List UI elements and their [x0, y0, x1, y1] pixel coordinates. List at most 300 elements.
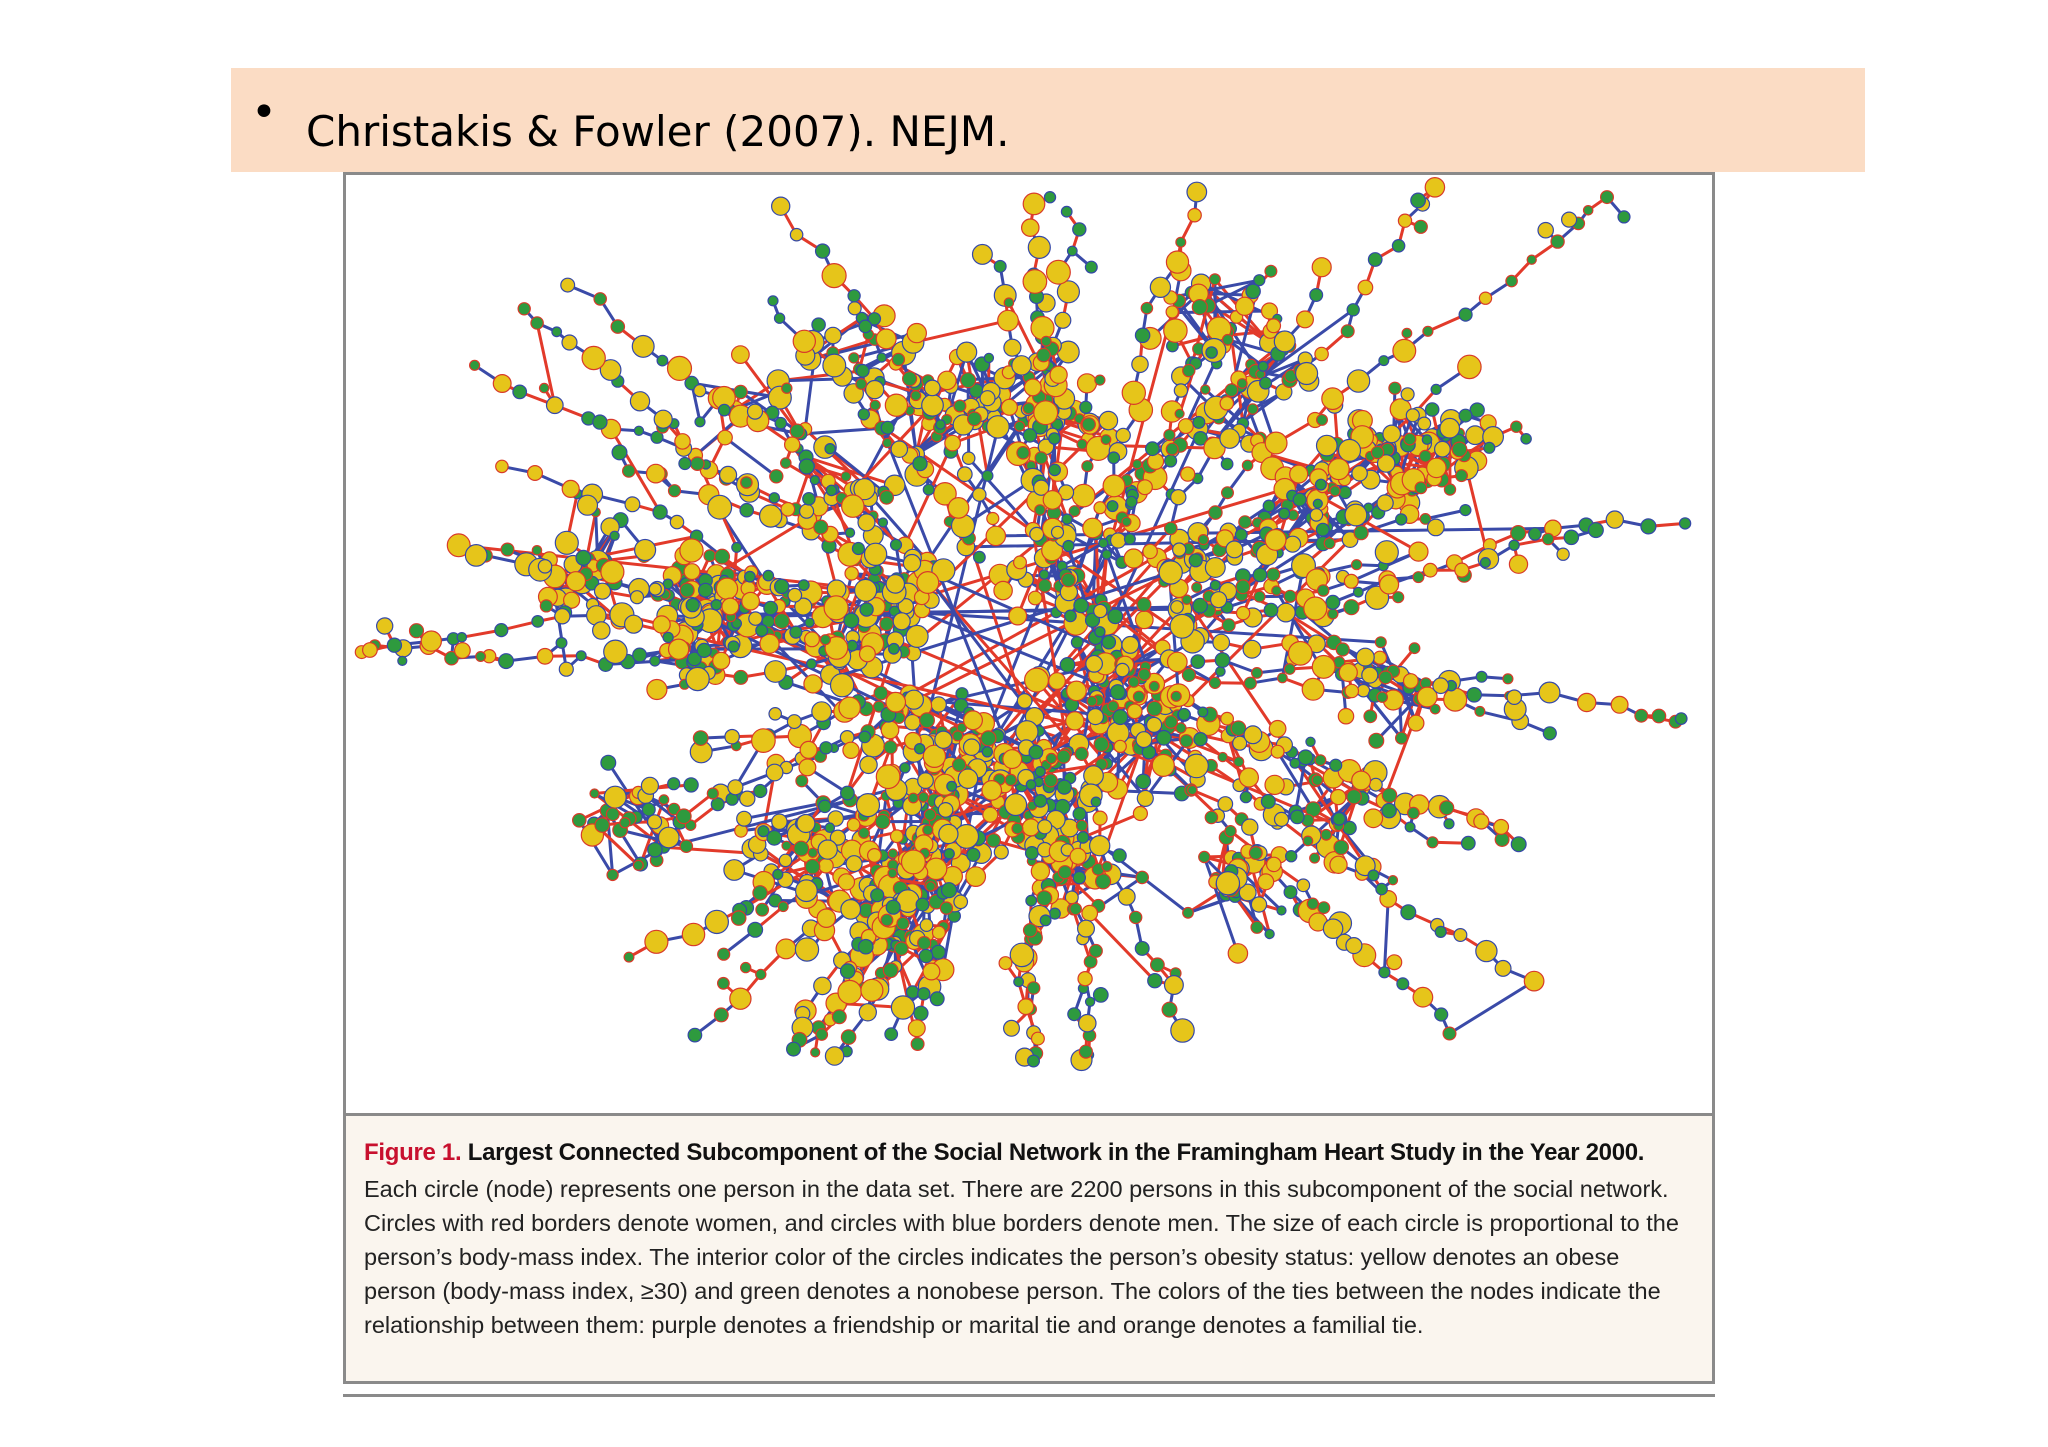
- network-node: [1166, 251, 1188, 273]
- network-node: [1082, 418, 1095, 431]
- network-node: [1459, 409, 1472, 422]
- network-node: [1506, 275, 1517, 286]
- network-node: [1079, 1045, 1092, 1058]
- network-node: [1122, 637, 1139, 654]
- network-node: [1362, 667, 1378, 683]
- network-node: [1082, 905, 1098, 921]
- network-node: [841, 1030, 855, 1044]
- network-node: [612, 445, 627, 460]
- network-node: [1180, 735, 1193, 748]
- network-node: [904, 690, 923, 709]
- network-node: [1408, 807, 1420, 819]
- network-node: [556, 638, 567, 649]
- network-node: [1133, 807, 1147, 821]
- network-node: [847, 640, 858, 651]
- network-node: [849, 353, 859, 363]
- network-node: [691, 457, 704, 470]
- network-node: [1414, 220, 1427, 233]
- network-node: [825, 823, 834, 832]
- network-node: [1424, 563, 1438, 577]
- network-node: [720, 466, 737, 483]
- network-node: [1313, 499, 1322, 508]
- network-node: [1082, 461, 1093, 472]
- figure-frame: [343, 172, 1715, 1384]
- network-node: [843, 742, 859, 758]
- network-node: [1078, 920, 1095, 937]
- network-node: [1618, 211, 1630, 223]
- network-node: [1316, 479, 1327, 490]
- network-node: [820, 742, 832, 754]
- network-node: [1396, 732, 1408, 744]
- network-node: [1044, 192, 1055, 203]
- network-node: [1405, 822, 1415, 832]
- network-node: [1026, 780, 1036, 790]
- network-node: [1274, 331, 1295, 352]
- network-node: [911, 391, 921, 401]
- network-node: [931, 697, 946, 712]
- network-node: [832, 1010, 846, 1024]
- network-node: [1413, 572, 1424, 583]
- network-node: [1467, 688, 1481, 702]
- network-node: [881, 914, 893, 926]
- network-node: [737, 811, 752, 826]
- network-node: [688, 1028, 702, 1042]
- network-node: [1538, 223, 1553, 238]
- network-node: [590, 789, 599, 798]
- network-node: [1440, 418, 1460, 438]
- network-node: [1206, 347, 1217, 358]
- network-node: [1218, 797, 1233, 812]
- network-node: [1290, 758, 1300, 768]
- network-node: [1086, 656, 1103, 673]
- network-node: [772, 197, 790, 215]
- network-node: [1285, 536, 1301, 552]
- network-node: [1035, 452, 1047, 464]
- network-node: [1377, 692, 1387, 702]
- network-node: [1481, 558, 1491, 568]
- network-node: [1253, 568, 1267, 582]
- network-node: [764, 601, 778, 615]
- network-node: [1408, 715, 1424, 731]
- network-node: [748, 404, 763, 419]
- network-node: [724, 860, 745, 881]
- network-node: [1277, 603, 1296, 622]
- network-node: [918, 773, 934, 789]
- network-node: [982, 747, 992, 757]
- network-node: [983, 807, 998, 822]
- network-node: [1199, 851, 1210, 862]
- network-node: [1529, 528, 1541, 540]
- network-node: [917, 572, 939, 594]
- network-node: [844, 613, 859, 628]
- network-node: [648, 843, 662, 857]
- network-node: [1297, 311, 1314, 328]
- caption-body: Each circle (node) represents one person in the data set. There are 2200 persons in this subcomponent of the social network. Circles with red borders denote women, and circles with blue borders denote men. The size of each circle is proportional to the person’s body-mass index. The interior color of the circles indicates the person’s obesity status: yellow denotes an obese person (body-mass index, ≥30) and green denotes a nonobese person. The colors of the ties between the nodes indicate the relationship between them: purple denotes a friendship or marital tie and orange denotes a familial tie.: [364, 1176, 1679, 1338]
- network-node: [1080, 401, 1092, 413]
- network-node: [1265, 265, 1277, 277]
- network-node: [1293, 493, 1306, 506]
- network-node: [711, 600, 721, 610]
- network-node: [973, 488, 986, 501]
- network-node: [1458, 355, 1481, 378]
- network-node: [825, 327, 841, 343]
- network-node: [1141, 303, 1152, 314]
- network-node: [1444, 484, 1455, 495]
- network-node: [650, 656, 660, 666]
- network-node: [1133, 460, 1142, 469]
- network-node: [967, 848, 980, 861]
- network-node: [841, 472, 851, 482]
- network-node: [1030, 527, 1044, 541]
- network-node: [1151, 958, 1165, 972]
- network-node: [954, 895, 968, 909]
- network-node: [800, 504, 814, 518]
- network-node: [722, 598, 739, 615]
- network-node: [763, 570, 773, 580]
- network-node: [773, 869, 783, 879]
- network-node: [1426, 403, 1439, 416]
- network-node: [1102, 636, 1115, 649]
- network-node: [1041, 336, 1051, 346]
- network-node: [841, 964, 855, 978]
- network-tie: [1450, 981, 1535, 1033]
- network-node: [932, 945, 946, 959]
- network-node: [906, 986, 918, 998]
- network-node: [705, 910, 728, 933]
- network-node: [582, 346, 605, 369]
- network-node: [601, 755, 616, 770]
- network-node: [1009, 607, 1027, 625]
- network-node: [1336, 643, 1349, 656]
- network-node: [947, 781, 957, 791]
- network-node: [1312, 656, 1335, 679]
- network-node: [782, 841, 791, 850]
- network-node: [858, 514, 875, 531]
- network-node: [1077, 832, 1088, 843]
- network-node: [1369, 778, 1382, 791]
- network-node: [911, 1038, 924, 1051]
- network-node: [1641, 519, 1656, 534]
- network-node: [1078, 972, 1092, 986]
- network-node: [1267, 857, 1281, 871]
- network-node: [1034, 795, 1047, 808]
- network-node: [714, 1008, 728, 1022]
- network-node: [775, 313, 785, 323]
- network-node: [1031, 317, 1054, 340]
- network-node: [668, 356, 692, 380]
- network-node: [1049, 908, 1060, 919]
- network-node: [987, 416, 1009, 438]
- network-node: [649, 583, 661, 595]
- network-node: [765, 661, 787, 683]
- network-node: [1248, 404, 1258, 414]
- network-node: [1099, 411, 1117, 429]
- network-node: [805, 618, 814, 627]
- network-node: [886, 900, 900, 914]
- network-node: [770, 470, 783, 483]
- network-node: [1275, 812, 1289, 826]
- network-node: [772, 814, 787, 829]
- network-node: [1511, 421, 1522, 432]
- network-node: [909, 793, 919, 803]
- network-node: [1330, 759, 1342, 771]
- network-node: [1511, 837, 1526, 852]
- network-node: [1094, 988, 1109, 1003]
- network-node: [776, 939, 796, 959]
- network-node: [807, 659, 817, 669]
- network-node: [814, 520, 828, 534]
- network-node: [634, 426, 643, 435]
- network-node: [925, 380, 941, 396]
- network-node: [1216, 872, 1239, 895]
- network-node: [774, 614, 789, 629]
- network-node: [732, 911, 746, 925]
- network-node: [942, 883, 957, 898]
- network-node: [1188, 786, 1197, 795]
- network-node: [1091, 797, 1101, 807]
- network-node: [1226, 541, 1243, 558]
- network-node: [713, 652, 730, 669]
- network-node: [819, 859, 833, 873]
- network-node: [718, 978, 730, 990]
- network-node: [1176, 723, 1186, 733]
- network-node: [769, 493, 779, 503]
- network-node: [1509, 540, 1519, 550]
- network-node: [1251, 897, 1266, 912]
- network-node: [1427, 837, 1438, 848]
- network-node: [1344, 574, 1358, 588]
- network-node: [1193, 417, 1205, 429]
- network-node: [654, 410, 672, 428]
- network-node: [974, 551, 986, 563]
- network-node: [1225, 384, 1238, 397]
- network-node: [1003, 750, 1022, 769]
- network-node: [1364, 809, 1383, 828]
- network-node: [1049, 464, 1060, 475]
- network-node: [874, 686, 888, 700]
- network-node: [756, 969, 766, 979]
- network-node: [841, 900, 861, 920]
- network-node: [1014, 556, 1027, 569]
- network-node: [1328, 609, 1338, 619]
- network-node: [1221, 712, 1234, 725]
- network-node: [1210, 274, 1221, 285]
- network-node: [1589, 523, 1604, 538]
- network-node: [885, 394, 907, 416]
- network-node: [1223, 335, 1234, 346]
- network-node: [933, 926, 946, 939]
- network-node: [936, 420, 945, 429]
- citation-text: Christakis & Fowler (2007). NEJM.: [306, 107, 1010, 156]
- network-node: [866, 381, 884, 399]
- network-node: [1063, 541, 1074, 552]
- network-node: [1107, 501, 1118, 512]
- network-node: [1191, 655, 1205, 669]
- network-node: [1317, 435, 1338, 456]
- network-node: [787, 1042, 801, 1056]
- network-node: [1435, 1008, 1448, 1021]
- network-node: [528, 466, 543, 481]
- network-node: [817, 909, 835, 927]
- network-node: [1272, 586, 1281, 595]
- network-node: [540, 383, 549, 392]
- network-node: [1122, 381, 1145, 404]
- network-node: [903, 555, 920, 572]
- network-node: [1001, 399, 1017, 415]
- network-node: [1015, 421, 1025, 431]
- network-node: [1302, 678, 1324, 700]
- network-node: [1150, 277, 1170, 297]
- network-node: [1118, 888, 1135, 905]
- slide-header: [231, 68, 1865, 172]
- network-node: [1352, 771, 1371, 790]
- network-node: [775, 418, 786, 429]
- network-node: [920, 919, 933, 932]
- network-node: [1086, 997, 1095, 1006]
- network-node: [1108, 609, 1123, 624]
- network-node: [1425, 178, 1444, 197]
- network-node: [1401, 905, 1416, 920]
- network-node: [848, 302, 861, 315]
- network-node: [859, 828, 870, 839]
- network-node: [1265, 929, 1274, 938]
- network-node: [1211, 592, 1227, 608]
- network-node: [686, 667, 709, 690]
- network-node: [855, 579, 877, 601]
- network-node: [1010, 943, 1033, 966]
- network-node: [1296, 363, 1318, 385]
- network-node: [1277, 906, 1286, 915]
- network-node: [961, 373, 976, 388]
- network-node: [805, 859, 820, 874]
- network-node: [1333, 813, 1345, 825]
- network-node: [857, 794, 880, 817]
- network-node: [1175, 409, 1184, 418]
- network-node: [1354, 526, 1368, 540]
- network-node: [1246, 284, 1260, 298]
- network-node: [1209, 677, 1220, 688]
- network-nodes: [355, 178, 1690, 1071]
- network-node: [907, 324, 926, 343]
- network-node: [998, 310, 1019, 331]
- network-node: [903, 372, 917, 386]
- network-node: [999, 957, 1012, 970]
- network-node: [848, 290, 860, 302]
- network-node: [1099, 539, 1108, 548]
- network-node: [1067, 681, 1087, 701]
- network-node: [1578, 693, 1596, 711]
- network-node: [1185, 754, 1209, 778]
- network-node: [1183, 365, 1195, 377]
- network-node: [1027, 982, 1039, 994]
- network-node: [1377, 495, 1393, 511]
- network-node: [1411, 193, 1426, 208]
- network-node: [1251, 921, 1263, 933]
- network-node: [958, 769, 977, 788]
- caption-title: [364, 1136, 1694, 1170]
- network-node: [610, 531, 619, 540]
- network-node: [1328, 459, 1349, 480]
- network-node: [859, 940, 873, 954]
- network-node: [847, 818, 860, 831]
- network-node: [387, 638, 401, 652]
- network-node: [559, 662, 573, 676]
- network-node: [1075, 747, 1088, 760]
- network-node: [879, 518, 888, 527]
- network-node: [926, 882, 935, 891]
- network-node: [906, 625, 928, 647]
- network-node: [1094, 502, 1106, 514]
- network-node: [1038, 579, 1051, 592]
- network-node: [641, 777, 658, 794]
- network-node: [1061, 206, 1072, 217]
- network-node: [1521, 434, 1531, 444]
- network-node: [1237, 607, 1250, 620]
- network-node: [880, 491, 894, 505]
- network-node: [769, 708, 781, 720]
- network-node: [1409, 542, 1428, 561]
- network-node: [794, 841, 809, 856]
- network-node: [1181, 467, 1195, 481]
- network-node: [1433, 678, 1449, 694]
- network-node: [540, 600, 552, 612]
- network-node: [1018, 999, 1034, 1015]
- network-node: [1173, 543, 1186, 556]
- network-node: [1037, 891, 1052, 906]
- network-node: [566, 572, 585, 591]
- network-node: [871, 889, 884, 902]
- network-node: [1113, 710, 1128, 725]
- network-node: [561, 278, 575, 292]
- network-node: [1379, 967, 1390, 978]
- network-node: [1171, 490, 1186, 505]
- network-node: [1035, 505, 1045, 515]
- network-node: [730, 988, 751, 1009]
- network-node: [805, 632, 820, 647]
- network-node: [1339, 486, 1351, 498]
- network-tie: [801, 428, 882, 434]
- network-node: [799, 759, 816, 776]
- network-node: [1584, 206, 1593, 215]
- network-node: [1239, 768, 1258, 787]
- network-node: [663, 632, 673, 642]
- network-node: [880, 617, 893, 630]
- network-node: [760, 505, 782, 527]
- network-node: [1286, 851, 1297, 862]
- network-node: [1004, 1020, 1020, 1036]
- network-node: [918, 937, 931, 950]
- network-node: [607, 869, 618, 880]
- network-node: [1240, 792, 1251, 803]
- network-node: [1413, 987, 1433, 1007]
- network-node: [1024, 924, 1037, 937]
- network-node: [1462, 836, 1476, 850]
- network-node: [1339, 664, 1357, 682]
- network-node: [923, 484, 934, 495]
- network-diagram: [346, 175, 1712, 1105]
- network-node: [1267, 319, 1281, 333]
- network-node: [1124, 549, 1143, 568]
- network-node: [1254, 591, 1265, 602]
- network-node: [624, 952, 634, 962]
- network-node: [1379, 671, 1392, 684]
- network-node: [1345, 504, 1367, 526]
- network-node: [1037, 348, 1050, 361]
- network-node: [1034, 401, 1058, 425]
- network-node: [1284, 664, 1295, 675]
- network-node: [796, 775, 808, 787]
- network-node: [1171, 601, 1184, 614]
